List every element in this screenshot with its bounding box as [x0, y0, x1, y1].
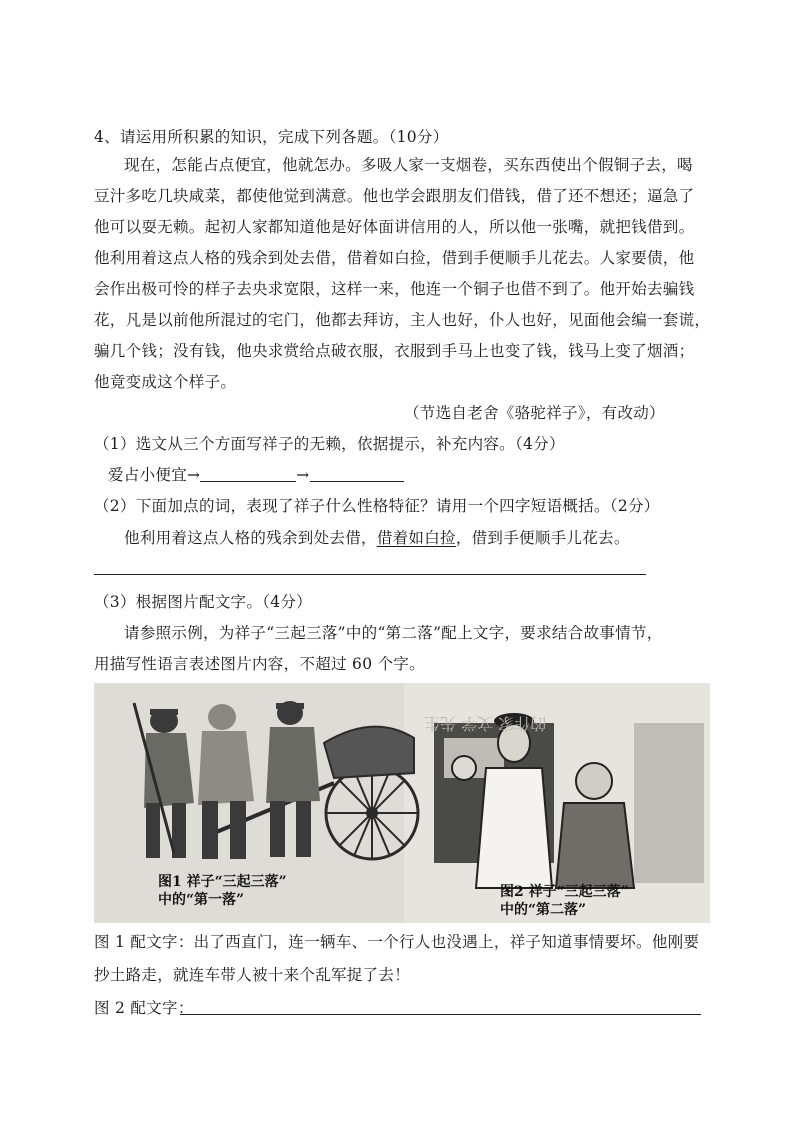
example-text: 抄土路走，就连车带人被十来个乱军捉了去！: [94, 966, 411, 984]
passage-line: 他可以耍无赖。起初人家都知道他是好体面讲信用的人，所以他一张嘴，就把钱借到。: [94, 218, 695, 236]
passage-line: 会作出极可怜的样子去央求宽限，这样一来，他连一个铜子也借不到了。他开始去骗钱: [94, 280, 695, 298]
sub3-instruction: 用描写性语言表述图片内容，不超过 60 个字。: [94, 655, 425, 673]
figure2-caption: 中的“第二落”: [500, 902, 587, 918]
passage-line: 豆汁多吃几块咸菜，都使他觉到满意。他也学会跟朋友们借钱，借了还不想还；逼急了: [94, 187, 695, 205]
figure2-caption: 图2 祥子“三起三落”: [500, 884, 629, 900]
figure1-caption: 图1 祥子“三起三落”: [158, 874, 287, 890]
bleed-through-text: 的作家 文学 先生: [424, 714, 547, 733]
sub1-blank-2[interactable]: [310, 467, 404, 482]
sub2-prompt: （2）下面加点的词，表现了祥子什么性格特征？请用一个四字短语概括。（2分）: [94, 497, 660, 515]
sub1-start-label: 爱占小便宜→: [108, 466, 201, 484]
sub1-prompt: （1）选文从三个方面写祥子的无赖，依据提示，补充内容。（4分）: [94, 435, 565, 453]
sub2-answer-line[interactable]: [94, 574, 646, 575]
sub3-prompt: （3）根据图片配文字。（4分）: [94, 593, 312, 611]
passage-line: 现在，怎能占点便宜，他就怎办。多吸人家一支烟卷，买东西使出个假铜子去，喝: [124, 156, 693, 174]
passage-line: 他竟变成这个样子。: [94, 373, 237, 391]
passage-line: 骗几个钱；没有钱，他央求赏给点破衣服，衣服到手马上也变了钱，钱马上变了烟酒；: [94, 342, 695, 360]
arrow-label: →: [296, 466, 310, 484]
sub1-answer-row: [108, 465, 404, 485]
passage-line: 他利用着这点人格的残余到处去借，借着如白捡，借到手便顺手儿花去。人家要债，他: [94, 249, 695, 267]
figure2-answer-label: 图 2 配文字：: [94, 999, 194, 1017]
story-illustration: [94, 683, 710, 923]
passage-line: 花，凡是以前他所混过的宅门，他都去拜访，主人也好，仆人也好，见面他会编一套谎，: [94, 311, 711, 329]
sub1-blank-1[interactable]: [200, 467, 296, 482]
sub2-sentence-before: 他利用着这点人格的残余到处去借，: [124, 529, 377, 547]
figure1-caption: 中的“第一落”: [158, 892, 245, 908]
passage-source: （节选自老舍《骆驼祥子》，有改动）: [404, 404, 665, 422]
sub3-instruction: 请参照示例，为祥子“三起三落”中的“第二落”配上文字，要求结合故事情节，: [124, 624, 663, 642]
figure2-answer-line[interactable]: [180, 1014, 701, 1015]
sub2-sentence-after: ，借到手便顺手儿花去。: [455, 529, 630, 547]
sub2-marked-words: 借着如白捡: [376, 529, 456, 547]
question-title: 4、请运用所积累的知识，完成下列各题。（10分）: [94, 128, 449, 146]
example-text: 图 1 配文字：出了西直门，连一辆车、一个行人也没遇上，祥子知道事情要坏。他刚要: [94, 933, 700, 951]
sub2-sentence: [124, 528, 630, 548]
